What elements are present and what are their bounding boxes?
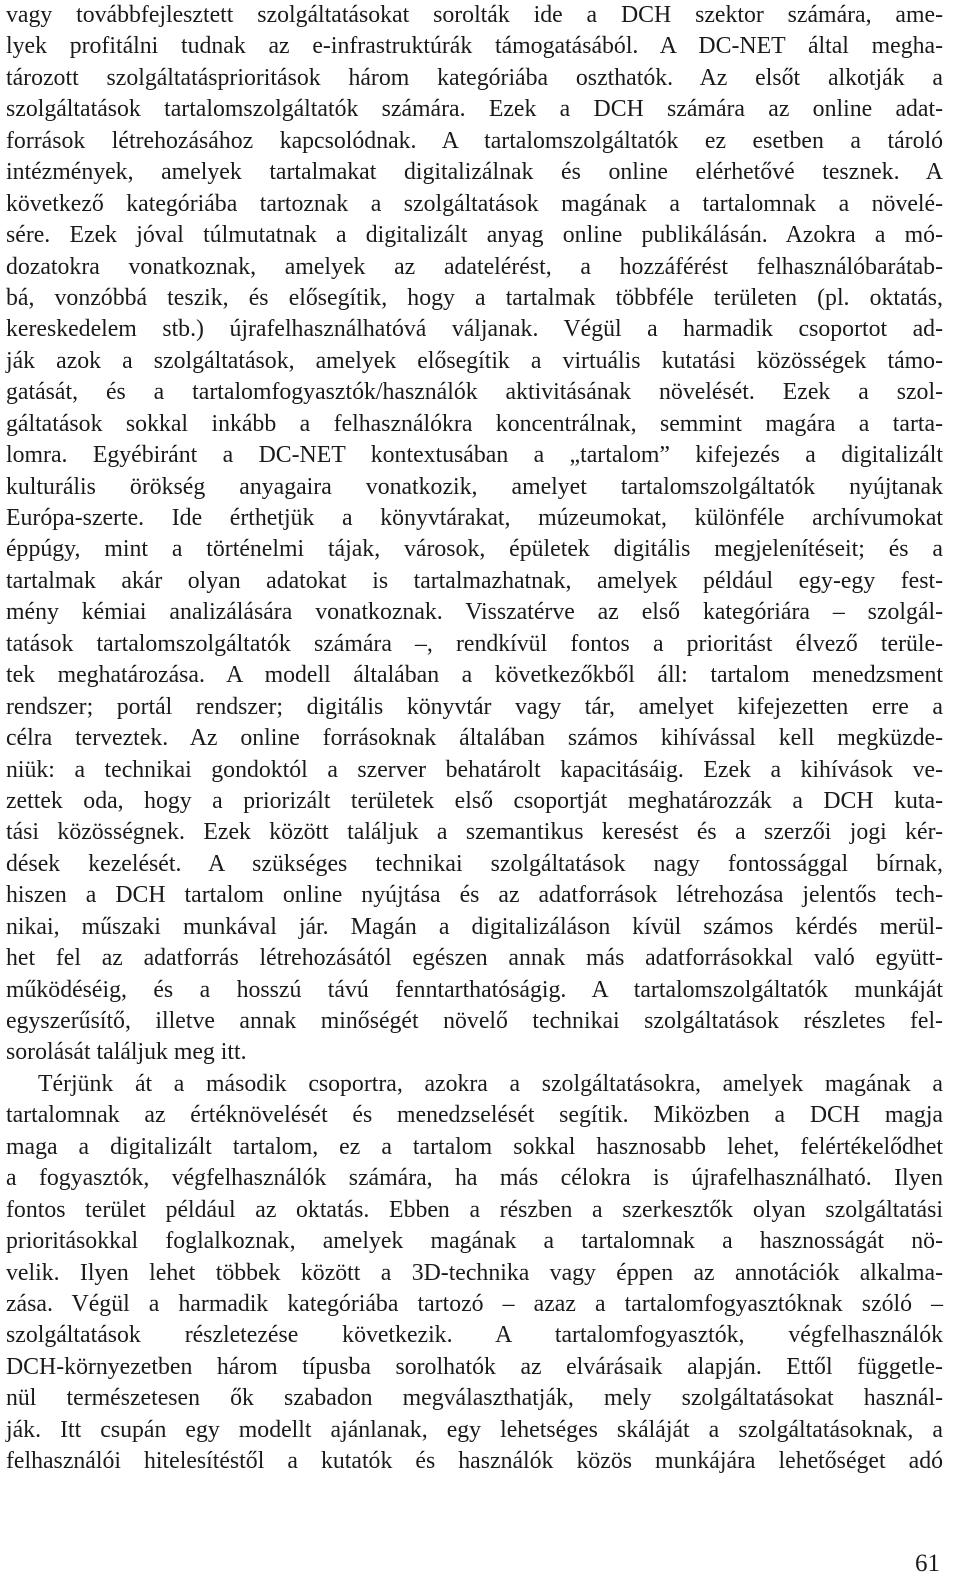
paragraph xyxy=(6,1069,943,1478)
text-line: sére. Ezek jóval túlmutatnak a digitalizált anyag online publikálásán. Azokra a mó- xyxy=(6,222,943,249)
text-line: lomra. Egyébiránt a DC-NET kontextusában a „tartalom” kifejezés a digitalizált xyxy=(6,442,943,469)
text-line: zása. Végül a harmadik kategóriába tartozó – azaz a tartalomfogyasztóknak szóló – xyxy=(6,1290,943,1317)
text-line: mény kémiai analizálására vonatkoznak. Visszatérve az első kategóriára – szolgál- xyxy=(6,599,943,626)
text-line: Európa-szerte. Ide érthetjük a könyvtárakat, múzeumokat, különféle archívumokat xyxy=(6,505,943,531)
text-line: niük: a technikai gondoktól a szerver behatárolt kapacitásáig. Ezek a kihívások ve- xyxy=(6,756,943,783)
text-line: ják. Itt csupán egy modellt ajánlanak, egy lehetséges skáláját a szolgáltatásoknak, a xyxy=(6,1416,943,1443)
text-line: kereskedelem stb.) újrafelhasználhatóvá váljanak. Végül a harmadik csoportot ad- xyxy=(6,316,943,343)
text-line: fontos terület például az oktatás. Ebben a részben a szerkesztők olyan szolgáltatási xyxy=(6,1196,943,1223)
text-line: het fel az adatforrás létrehozásától egészen annak más adatforrásokkal való együtt- xyxy=(6,945,943,972)
text-line: tartalomnak az értéknövelését és menedzselését segítik. Miközben a DCH magja xyxy=(6,1102,943,1129)
text-line: tározott szolgáltatásprioritások három kategóriába oszthatók. Az elsőt alkotják a xyxy=(6,64,943,91)
text-line: egyszerűsítő, illetve annak minőségét növelő technikai szolgáltatások részletes fel- xyxy=(6,1008,943,1034)
text-line: tási közösségnek. Ezek között találjuk a szemantikus keresést és a szerzői jogi kér- xyxy=(6,819,943,846)
text-line: szolgáltatások részletezése következik. A tartalomfogyasztók, végfelhasználók xyxy=(6,1322,943,1349)
body-text xyxy=(6,0,943,1478)
page-number: 61 xyxy=(915,1550,940,1577)
text-line: rendszer; portál rendszer; digitális könyvtár vagy tár, amelyet kifejezetten erre a xyxy=(6,693,943,720)
text-line: tatások tartalomszolgáltatók számára –, rendkívül fontos a prioritást élvező terüle- xyxy=(6,630,943,657)
text-line: következő kategóriába tartoznak a szolgáltatások magának a tartalomnak a növelé- xyxy=(6,190,943,217)
text-line: velik. Ilyen lehet többek között a 3D-technika vagy éppen az annotációk alkalma- xyxy=(6,1259,943,1286)
text-line: ják azok a szolgáltatások, amelyek elősegítik a virtuális kutatási közösségek támo- xyxy=(6,347,943,374)
text-line: források létrehozásához kapcsolódnak. A tartalomszolgáltatók ez esetben a tároló xyxy=(6,127,943,154)
text-line: vagy továbbfejlesztett szolgáltatásokat sorolták ide a DCH szektor számára, ame- xyxy=(6,2,943,28)
text-line: lyek profitálni tudnak az e-infrastruktúrák támogatásából. A DC-NET által megha- xyxy=(6,33,943,60)
text-line: tek meghatározása. A modell általában a következőkből áll: tartalom menedzsment xyxy=(6,662,943,689)
text-line: tartalmak akár olyan adatokat is tartalmazhatnak, amelyek például egy-egy fest- xyxy=(6,567,943,594)
text-line: gáltatások sokkal inkább a felhasználókra koncentrálnak, semmint magára a tarta- xyxy=(6,410,943,437)
text-line: DCH-környezetben három típusba sorolhatók az elvárásaik alapján. Ettől függetle- xyxy=(6,1353,943,1380)
text-line: éppúgy, mint a történelmi tájak, városok, épületek digitális megjelenítéseit; és a xyxy=(6,536,943,563)
text-line: célra terveztek. Az online forrásoknak általában számos kihívással kell megküzde- xyxy=(6,725,943,752)
text-line: nikai, műszaki munkával jár. Magán a digitalizáláson kívül számos kérdés merül- xyxy=(6,913,943,940)
text-line: intézmények, amelyek tartalmakat digitalizálnak és online elérhetővé tesznek. A xyxy=(6,159,943,186)
text-line: zettek oda, hogy a priorizált területek első csoportját meghatározzák a DCH kuta- xyxy=(6,787,943,814)
text-line: sorolását találjuk meg itt. xyxy=(6,1039,247,1066)
text-line: hiszen a DCH tartalom online nyújtása és az adatforrások létrehozása jelentős tech- xyxy=(6,882,943,909)
text-line: a fogyasztók, végfelhasználók számára, ha más célokra is újrafelhasználható. Ilyen xyxy=(6,1165,943,1192)
text-line: kulturális örökség anyagaira vonatkozik, amelyet tartalomszolgáltatók nyújtanak xyxy=(6,473,943,500)
text-line: gatását, és a tartalomfogyasztók/használók aktivitásának növelését. Ezek a szol- xyxy=(6,379,943,406)
text-line: felhasználói hitelesítéstől a kutatók és használók közös munkájára lehetőséget adó xyxy=(6,1448,943,1475)
text-line: dozatokra vonatkoznak, amelyek az adatelérést, a hozzáférést felhasználóbarátab- xyxy=(6,253,943,280)
paragraph xyxy=(6,0,943,1069)
text-line: maga a digitalizált tartalom, ez a tartalom sokkal hasznosabb lehet, felértékelődhet xyxy=(6,1133,943,1160)
text-line: dések kezelését. A szükséges technikai szolgáltatások nagy fontossággal bírnak, xyxy=(6,850,943,877)
text-line: működéséig, és a hosszú távú fenntarthatóságig. A tartalomszolgáltatók munkáját xyxy=(6,976,943,1003)
text-line: prioritásokkal foglalkoznak, amelyek magának a tartalomnak a hasznosságát nö- xyxy=(6,1228,943,1255)
text-line: Térjünk át a második csoportra, azokra a szolgáltatásokra, amelyek magának a xyxy=(38,1070,943,1097)
text-line: szolgáltatások tartalomszolgáltatók számára. Ezek a DCH számára az online adat- xyxy=(6,96,943,123)
text-line: nül természetesen ők szabadon megválaszthatják, mely szolgáltatásokat használ- xyxy=(6,1385,943,1412)
text-line: bá, vonzóbbá teszik, és elősegítik, hogy a tartalmak többféle területen (pl. oktatás, xyxy=(6,284,943,311)
